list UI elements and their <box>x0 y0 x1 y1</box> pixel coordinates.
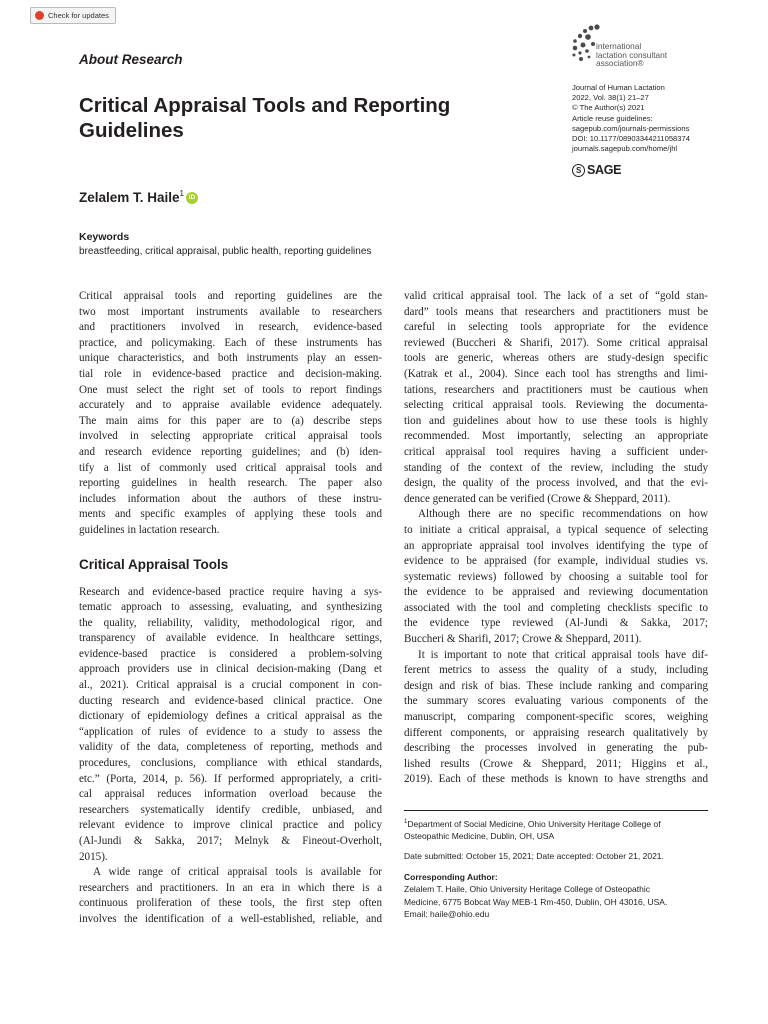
text-line: tools are generic, whereas others are study-design specific <box>404 352 708 365</box>
text-line: critical appraisal tool requires having a sufficient under- <box>404 445 708 458</box>
publisher-name: SAGE <box>587 163 622 177</box>
text-line: 2015). <box>79 850 108 863</box>
logo-line: international <box>596 41 642 51</box>
text-line: (Al-Jundi & Sakka, 2017; Melnyk & Fineout-Overholt, <box>79 835 382 847</box>
check-for-updates-label: Check for updates <box>48 11 109 20</box>
text-line: the summary scores evaluating various components of the <box>404 695 708 708</box>
text-line: selecting critical appraisal tools. Reviewing the documenta- <box>404 399 708 412</box>
text-line: validity of the data, completeness of reporting, methods and <box>79 741 382 754</box>
footnote-divider <box>404 810 708 811</box>
body-paragraph <box>404 507 708 647</box>
abstract-paragraph <box>79 289 382 539</box>
body-paragraph <box>404 289 708 507</box>
text-line: and practitioners involved in research, evidence-based <box>79 321 382 334</box>
left-column <box>79 289 382 928</box>
text-line: Buccheri & Sharifi, 2017; Crowe & Sheppard, 2011). <box>404 633 642 646</box>
keywords-heading: Keywords <box>79 231 130 243</box>
author-line <box>79 190 198 205</box>
text-line: guidelines in lactation research. <box>79 523 220 536</box>
copyright: © The Author(s) 2021 <box>572 103 645 113</box>
text-line: valid critical appraisal tool. The lack of a set of “gold stan- <box>404 290 708 302</box>
email-link[interactable]: Email: haile@ohio.edu <box>404 908 490 919</box>
text-line: 2019). Each of these methods is known to have strengths and <box>404 773 708 786</box>
text-line: dence generated can be verified (Crowe & Sheppard, 2011). <box>404 492 671 505</box>
logo-wordmark <box>596 42 667 68</box>
text-line: manuscript, comparing component-specific scores, weighing <box>404 711 708 724</box>
article-title <box>79 93 539 143</box>
corresponding-author <box>404 871 708 920</box>
text-line: etc.” (Porta, 2014, p. 56). If performed appropriately, a criti- <box>79 772 382 785</box>
text-line: tial role in evidence-based practice and decision-making. <box>79 367 382 380</box>
text-line: the quality, reliability, validity, methodological rigor, and <box>79 616 382 629</box>
keywords-text: breastfeeding, critical appraisal, public health, reporting guidelines <box>79 246 372 257</box>
text-line: recommended. Most importantly, selecting an appropriate <box>404 430 708 443</box>
crossmark-icon <box>35 11 44 20</box>
text-line: design, the quality of the process involved, and that the evi- <box>404 477 708 490</box>
text-line: involved in selecting appropriate critical appraisal tools <box>79 430 382 443</box>
affil-mark: 1 <box>404 819 408 825</box>
text-line: approach providers use in clinical decision-making (Dang et <box>79 663 382 676</box>
text-line: ferent metrics to assess the quality of a study, including <box>404 664 708 677</box>
text-line: involves the identification of a well-established, reliable, and <box>79 912 382 925</box>
text-line: cal appraisal reduces information overload because the <box>79 788 382 801</box>
text-line: Osteopathic Medicine, Dublin, OH, USA <box>404 831 555 842</box>
section-heading: Critical Appraisal Tools <box>79 557 229 572</box>
author-affil-mark: 1 <box>179 189 184 198</box>
corr-heading: Corresponding Author: <box>404 872 498 882</box>
sage-icon: S <box>572 164 585 177</box>
text-line: and research evidence reporting guidelines; and (b) iden- <box>79 445 382 458</box>
body-paragraph <box>79 865 382 927</box>
right-column <box>404 289 708 788</box>
text-line: dictionary of epidemiology defines a critical appraisal as the <box>79 710 382 723</box>
text-line: procedures, conclusions, compliance with ethical standards, <box>79 757 382 770</box>
text-line: Although there are no specific recommendations on how <box>418 508 708 521</box>
text-line: researchers systematically identify credible, unbiased, and <box>79 803 382 816</box>
text-line: researchers and practitioners. In an era in which there is a <box>79 881 382 894</box>
text-line: includes information about the authors of these instru- <box>79 492 382 505</box>
text-line: ments and specific examples of applying these tools and <box>79 508 382 521</box>
footnote-dates: Date submitted: October 15, 2021; Date accepted: October 21, 2021. <box>404 851 664 861</box>
text-line: accurately and to appraise available evidence adequately. <box>79 399 382 412</box>
text-line: “application of rules of evidence to a study to assess the <box>79 725 382 738</box>
text-line: Research and evidence-based practice require having a sys- <box>79 585 382 598</box>
doi-link[interactable]: DOI: 10.1177/08903344211058374 <box>572 134 690 144</box>
text-line: tify a list of commonly used critical appraisal tools and <box>79 461 382 474</box>
text-line: Zelalem T. Haile, Ohio University Heritage College of Osteopathic <box>404 884 650 895</box>
body-paragraph <box>79 585 382 866</box>
journal-metadata <box>572 83 690 154</box>
text-line: tations, researchers and practitioners must be cautious when <box>404 383 708 396</box>
text-line: tion and guidelines about how to use these tools is highly <box>404 414 708 427</box>
title-line: Critical Appraisal Tools and Reporting <box>79 94 451 117</box>
text-line: unique characteristics, and both instruments play an essen- <box>79 352 382 365</box>
text-line: the evidence type reviewed (Al-Jundi & Sakka, 2017; <box>404 617 708 630</box>
text-line: tematic approach to assessing, evaluating, and synthesizing <box>79 601 382 614</box>
text-line: reviewed (Buccheri & Sharifi, 2017). Some critical appraisal <box>404 336 708 349</box>
text-line: al., 2021). Critical appraisal is a crucial component in con- <box>79 679 382 692</box>
author-name[interactable]: Zelalem T. Haile <box>79 190 180 205</box>
text-line <box>404 816 708 830</box>
text-line: One must select the right set of tools to report findings <box>79 383 382 396</box>
text-line: dard” tools means that researchers and practitioners must be <box>404 305 708 318</box>
footnote-affiliation <box>404 816 708 842</box>
text-line: (Katrak et al., 2004). Since each tool has strengths and limi- <box>404 367 708 380</box>
text-line: two most important instruments available to researchers <box>79 305 382 318</box>
text-line: ducting research and evidence-based clinical practice. One <box>79 694 382 707</box>
text-line: careful in selecting tools appropriate for the evidence <box>404 321 708 334</box>
orcid-icon[interactable]: iD <box>186 192 198 204</box>
text-line: evidence-based practice is considered a problem-solving <box>79 647 382 660</box>
logo-line: lactation consultant <box>596 49 668 60</box>
journal-volume: 2022, Vol. 38(1) 21–27 <box>572 93 649 103</box>
text-line: associated with the tool and completing checklists specific to <box>404 601 708 614</box>
text-line: evidence to be appraised (for example, individual studies vs. <box>404 555 708 568</box>
publisher-logo <box>572 163 621 177</box>
journal-name: Journal of Human Lactation <box>572 83 665 92</box>
title-line: Guidelines <box>79 119 184 142</box>
text-line: Medicine, 6775 Bobcat Way MEB-1 Rm-450, Dublin, OH 43016, USA. <box>404 896 668 907</box>
journal-home-link[interactable]: journals.sagepub.com/home/jhl <box>572 144 678 154</box>
check-for-updates-button[interactable] <box>30 7 116 24</box>
text-line: The main aims for this paper are to (a) describe steps <box>79 414 382 427</box>
reuse-label: Article reuse guidelines: <box>572 113 653 123</box>
text-line: Critical appraisal tools and reporting guidelines are the <box>79 290 382 302</box>
body-paragraph <box>404 648 708 788</box>
section-label: About Research <box>79 52 183 67</box>
text-line: an appropriate appraisal tool involves identifying the type of <box>404 539 708 552</box>
text-line: A wide range of critical appraisal tools is available for <box>93 866 382 879</box>
permissions-link[interactable]: sagepub.com/journals-permissions <box>572 123 690 133</box>
text-line: to initiate a critical appraisal, a typical sequence of selecting <box>404 523 708 536</box>
text-line: transparency of available evidence. In healthcare settings, <box>79 632 382 645</box>
text-line: relevant evidence to improve clinical practice and policy <box>79 819 382 832</box>
text-line: the evidence to be appraised and reviewing documentation <box>404 586 708 599</box>
text-line: standing of the context of the review, including the study <box>404 461 708 474</box>
text-line: practice, and policymaking. Each of these instruments has <box>79 336 382 349</box>
text-line: lished results (Crowe & Sheppard, 2011; Higgins et al., <box>404 757 708 770</box>
affil-text: Department of Social Medicine, Ohio University Heritage College of <box>407 818 661 829</box>
text-line: systematic reviews) followed by choosing a suitable tool for <box>404 570 708 583</box>
text-line: describing the processes involved in generating the pub- <box>404 742 708 755</box>
text-line: continuous proliferation of these tools, the first step often <box>79 897 382 910</box>
text-line: design and risk of bias. These include ranking and comparing <box>404 679 708 692</box>
logo-line: association® <box>596 58 644 69</box>
text-line: reporting guidelines in health research. The paper also <box>79 477 382 490</box>
text-line: different components, or appraising research qualitatively by <box>404 726 708 739</box>
text-line: It is important to note that critical appraisal tools have dif- <box>418 648 708 661</box>
